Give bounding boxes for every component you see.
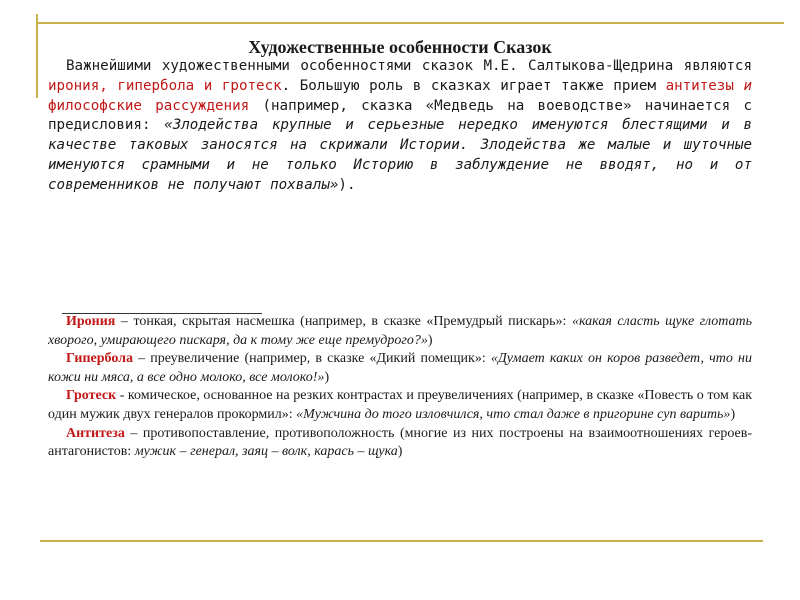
definition-end: )	[730, 406, 736, 422]
definition-text: - комическое, основанное на резких контрастах и преувеличениях (например, в сказке «Повесть о том как один мужик двух генералов прокормил»:	[48, 388, 752, 422]
main-text-2: . Большую роль в сказках играет также прием	[281, 77, 666, 94]
main-text-3: (например, сказка «Медведь на воеводстве» начинается с предисловия:	[48, 97, 752, 134]
main-highlight-1: ирония, гипербола и гротеск	[48, 77, 282, 94]
definition-term: Гротеск	[66, 388, 117, 404]
definition-end: )	[324, 369, 330, 385]
definition-quote: «Мужчина до того изловчился, что стал даже в пригорине суп варить»	[296, 406, 731, 422]
main-text-1: Важнейшими художественными особенностями сказок М.Е. Салтыкова-Щедрина являются	[66, 58, 752, 74]
definition-quote: «какая сласть щуке глотать хворого, умирающего пискаря, да к тому же еще премудрого?»	[48, 314, 752, 348]
definition-grotesque	[48, 387, 752, 424]
definition-term: Антитеза	[66, 425, 125, 441]
definition-text: – преувеличение (например, в сказке «Дикий помещик»:	[133, 351, 491, 367]
definitions-list	[48, 313, 752, 462]
definition-text: – тонкая, скрытая насмешка (например, в сказке «Премудрый пискарь»:	[115, 314, 572, 329]
definition-text: – противопоставление, противоположность (многие из них построены на взаимоотношениях героев-антагонистов:	[48, 425, 752, 460]
main-paragraph	[48, 57, 752, 196]
slide-title: Художественные особенности Сказок	[248, 37, 552, 57]
definition-antithesis	[48, 425, 752, 462]
definition-irony	[48, 313, 752, 350]
main-highlight-mid: и	[733, 77, 752, 94]
definition-quote: «Думает каких он коров разведет, что ни кожи ни мяса, а все одно молоко, все молоко!»	[48, 351, 752, 385]
main-highlight-3: философские рассуждения	[48, 97, 250, 114]
definition-end: )	[427, 332, 433, 348]
definition-term: Ирония	[66, 314, 116, 329]
definition-hyperbole	[48, 350, 752, 387]
main-quote: «Злодейства крупные и серьезные нередко именуются блестящими и в качестве таковых заносятся на скрижали Истории. Злодейства же малые и шуточные именуются срамными и не только Историю в заблуждение не вводят, но и от современников не получают похвалы»	[48, 117, 752, 193]
main-highlight-2: антитезы	[665, 77, 734, 94]
definition-end: )	[397, 444, 403, 460]
top-accent-line	[36, 22, 784, 24]
main-text-4: ).	[338, 176, 356, 193]
bottom-accent-line	[40, 540, 763, 542]
definition-term: Гипербола	[66, 351, 133, 367]
definition-quote: мужик – генерал, заяц – волк, карась – щука	[134, 444, 398, 460]
